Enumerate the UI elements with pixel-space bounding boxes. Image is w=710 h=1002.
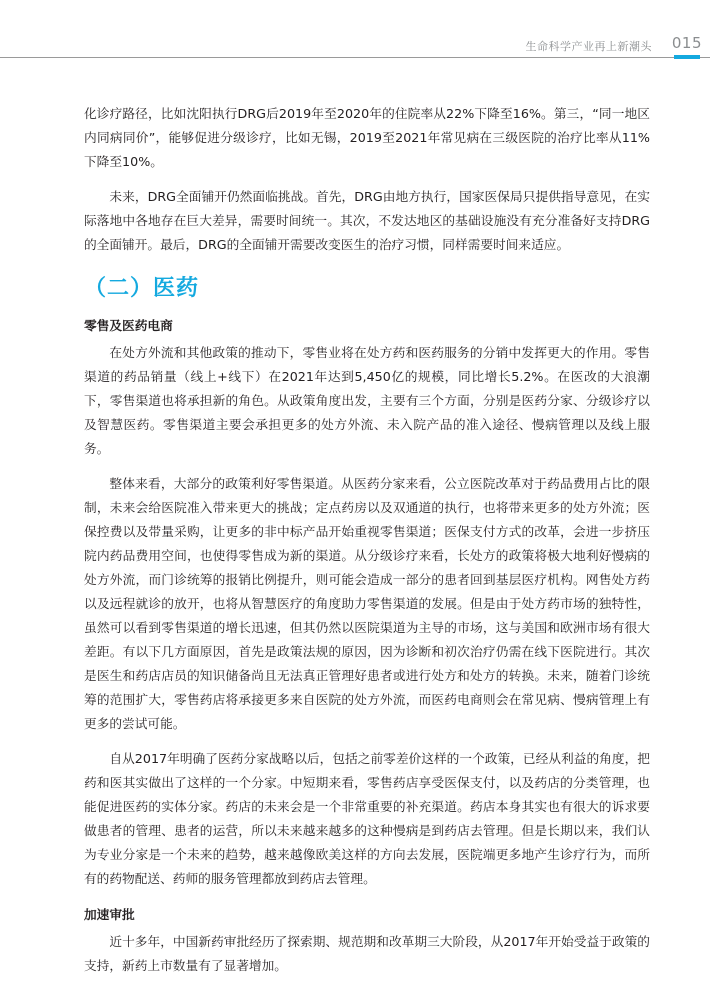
running-header-title: 生命科学产业再上新潮头 [525, 40, 652, 53]
retail-paragraph: 在处方外流和其他政策的推动下，零售业将在处方药和医药服务的分销中发挥更大的作用。零售渠道的药品销量（线上+线下）在2021年达到5,450亿的规模，同比增长5.2%。在医改的大浪潮下，零售渠道也将承担新的角色。从政策角度出发，主要有三个方面，分别是医药分家、分级诊疗以及智慧医药。零售渠道主要会承担更多的处方外流、未入院产品的准入途径、慢病管理以及线上服务。 [84, 345, 650, 456]
subsection-heading-approval: 加速审批 [84, 907, 135, 922]
page-header [0, 0, 710, 62]
section-heading: （二）医药 [84, 276, 200, 301]
retail-paragraph: 整体来看，大部分的政策利好零售渠道。从医药分家来看，公立医院改革对于药品费用占比的限制，未来会给医院准入带来更大的挑战；定点药房以及双通道的执行，也将带来更多的处方外流；医保控费以及带量采购，让更多的非中标产品开始重视零售渠道；医保支付方式的改革，会进一步挤压院内药品费用空间，也使得零售成为新的渠道。从分级诊疗来看，长处方的政策将极大地利好慢病的处方外流，而门诊统筹的报销比例提升，则可能会造成一部分的患者回到基层医疗机构。网售处方药以及远程就诊的放开，也将从智慧医疗的角度助力零售渠道的发展。但是由于处方药市场的独特性，虽然可以看到零售渠道的增长迅速，但其仍然以医院渠道为主导的市场，这与美国和欧洲市场有很大差距。有以下几方面原因，首先是政策法规的原因，因为诊断和初次治疗仍需在线下医院进行。其次是医生和药店店员的知识储备尚且无法真正管理好患者或进行处方和处方的转换。未来，随着门诊统筹的范围扩大，零售药店将承接更多来自医院的处方外流，而医药电商则会在常见病、慢病管理上有更多的尝试可能。 [84, 476, 650, 731]
intro-paragraph-continuation: 化诊疗路径，比如沈阳执行DRG后2019年至2020年的住院率从22%下降至16%。第三，“同一地区内同病同价”，能够促进分级诊疗，比如无锡，2019至2021年常见病在三级医院的治疗比率从11%下降至10%。 [84, 106, 650, 169]
approval-paragraph: 近十多年，中国新药审批经历了探索期、规范期和改革期三大阶段，从2017年开始受益于政策的支持，新药上市数量有了显著增加。 [84, 934, 650, 973]
subsection-heading-retail: 零售及医药电商 [84, 318, 173, 333]
header-divider [0, 57, 710, 58]
intro-paragraph: 未来，DRG全面铺开仍然面临挑战。首先，DRG由地方执行，国家医保局只提供指导意见，在实际落地中各地存在巨大差异，需要时间统一。其次，不发达地区的基础设施没有充分准备好支持DRG的全面铺开。最后，DRG的全面铺开需要改变医生的治疗习惯，同样需要时间来适应。 [84, 189, 650, 252]
retail-paragraph: 自从2017年明确了医药分家战略以后，包括之前零差价这样的一个政策，已经从利益的角度，把药和医其实做出了这样的一个分家。中短期来看，零售药店享受医保支付，以及药店的分类管理，也能促进医药的实体分家。药店的未来会是一个非常重要的补充渠道。药店本身其实也有很大的诉求要做患者的管理、患者的运营，所以未来越来越多的这种慢病是到药店去管理。但是长期以来，我们认为专业分家是一个未来的趋势，越来越像欧美这样的方向去发展，医院端更多地产生诊疗行为，而所有的药物配送、药师的服务管理都放到药店去管理。 [84, 751, 650, 886]
header-accent-bar [674, 55, 700, 59]
page-number: 015 [671, 34, 702, 52]
page-body [84, 102, 650, 989]
